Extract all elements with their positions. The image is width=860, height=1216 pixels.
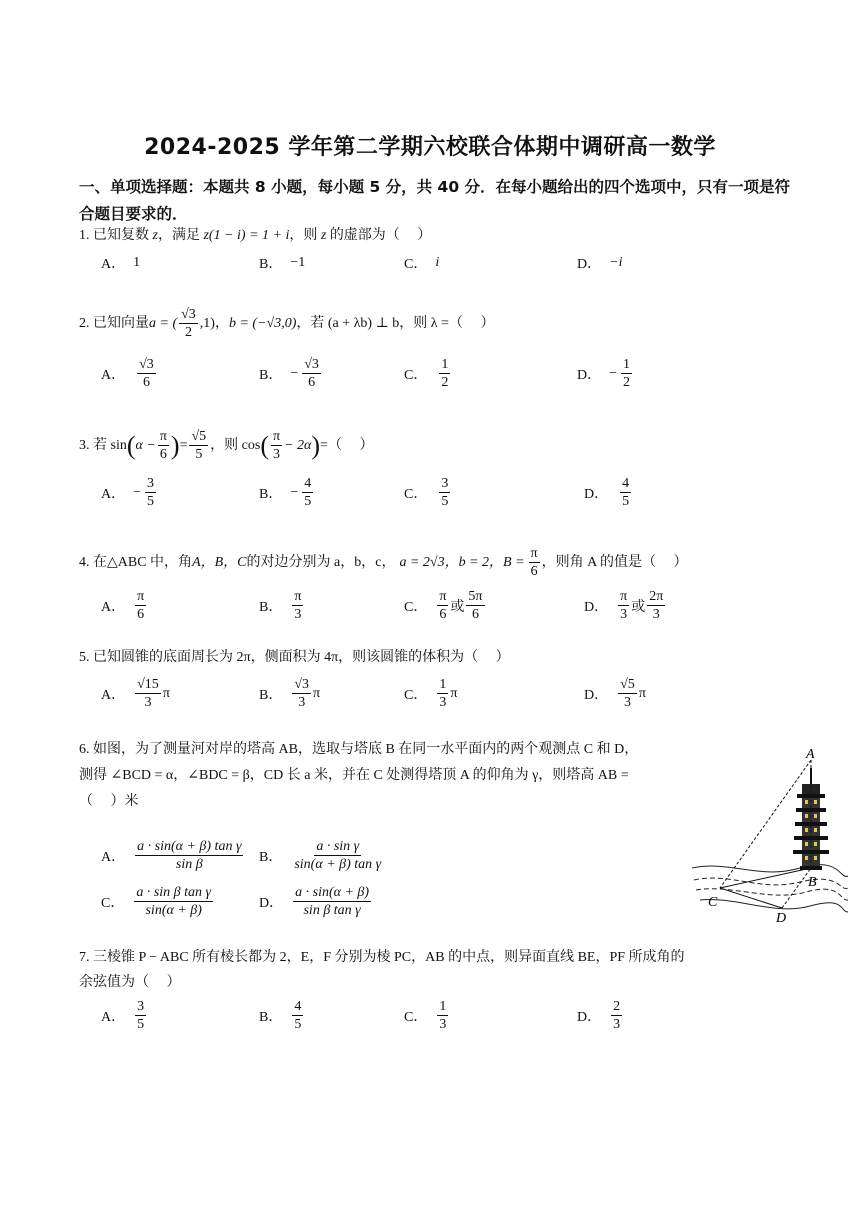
q6-options-block — [0, 838, 690, 928]
option-label: B． — [259, 367, 283, 383]
option-fraction — [293, 884, 371, 919]
fraction-denominator: 6 — [142, 375, 150, 390]
fraction-numerator: √5 — [191, 429, 207, 444]
fraction-denominator: 2 — [441, 375, 449, 390]
option-b[interactable] — [259, 838, 385, 873]
option-label: C． — [101, 895, 125, 911]
fraction-denominator: 6 — [439, 607, 447, 622]
q1-equation: z(1 − i) = 1 + i — [203, 228, 290, 243]
fraction-numerator: 3 — [137, 999, 145, 1014]
point-label-a: A — [806, 747, 815, 762]
option-fraction — [618, 588, 629, 623]
option-d[interactable] — [577, 998, 624, 1033]
option-fraction — [137, 356, 156, 391]
option-a[interactable] — [101, 251, 140, 275]
fraction-denominator: 3 — [273, 447, 281, 462]
q2-vector-a: a = ( — [149, 315, 178, 331]
fraction-numerator: √5 — [620, 677, 635, 692]
fraction-numerator: 4 — [304, 476, 312, 491]
question-4-stem — [79, 545, 687, 580]
question-6-line-1: 6. 如图，为了测量河对岸的塔高 AB，选取与塔底 B 在同一水平面内的两个观测点 C 和 D， — [79, 742, 639, 757]
q5-options-line — [0, 676, 860, 716]
option-fraction — [292, 588, 303, 623]
q3-text-a: 3. 若 sin — [79, 437, 127, 453]
fraction-denominator: 2 — [623, 375, 631, 390]
option-label: D． — [259, 895, 284, 911]
pi-symbol: π — [450, 685, 458, 701]
question-6-line-3: （ ）米 — [79, 794, 139, 809]
fraction-denominator: 3 — [623, 695, 631, 710]
option-a[interactable] — [101, 475, 158, 510]
option-a[interactable] — [101, 588, 148, 623]
fraction-numerator: √3 — [181, 307, 196, 322]
open-paren: ( — [126, 430, 136, 460]
option-label: B． — [259, 486, 283, 502]
fraction-numerator: 3 — [147, 476, 155, 491]
q4-angles: A，B，C — [192, 554, 247, 570]
question-2-stem — [79, 306, 494, 341]
option-label: A． — [101, 599, 126, 615]
q1-z: z — [152, 228, 158, 243]
option-d[interactable] — [584, 676, 646, 711]
q3-pi-over-6 — [158, 428, 169, 463]
option-c[interactable] — [404, 588, 487, 623]
q3-equals: = — [179, 437, 188, 453]
fraction-denominator: 6 — [530, 564, 538, 579]
option-value: −i — [609, 255, 623, 270]
pagoda-tower — [793, 768, 829, 870]
pi-symbol: π — [638, 685, 646, 701]
tower-river-figure — [690, 740, 850, 930]
option-fraction — [145, 475, 156, 510]
fraction-numerator: 5π — [468, 589, 483, 604]
option-label: B． — [259, 687, 283, 703]
fraction-numerator: a · sin(α + β) tan γ — [137, 839, 242, 854]
option-fraction — [437, 998, 448, 1033]
fraction-denominator: sin β — [175, 857, 203, 872]
question-7-line-2: 余弦值为（ ） — [79, 975, 181, 990]
fraction-numerator: √15 — [137, 677, 159, 692]
q2-separator: ， — [214, 315, 229, 331]
option-d[interactable] — [259, 884, 373, 919]
q3-options-line — [0, 475, 860, 515]
river-bank-line — [692, 865, 848, 877]
option-value: 1 — [133, 255, 141, 270]
question-3-stem — [79, 428, 373, 463]
q4-text-c: ，则角 A 的值是（ ） — [541, 554, 688, 570]
q2-vector-a-end: ,1) — [199, 315, 215, 331]
fraction-denominator: 5 — [195, 447, 203, 462]
question-7-line-1: 7. 三棱锥 P − ABC 所有棱长都为 2，E，F 分别为棱 PC，AB 的中点，则异面直线 BE，PF 所成角的 — [79, 950, 685, 965]
option-d[interactable] — [584, 588, 667, 623]
pi-symbol: π — [313, 685, 321, 701]
option-c[interactable] — [101, 884, 215, 919]
option-c[interactable] — [404, 251, 439, 275]
option-b[interactable] — [259, 676, 320, 711]
option-fraction — [135, 998, 146, 1033]
fraction-numerator: π — [137, 589, 145, 604]
line-DB — [782, 868, 811, 908]
fraction-denominator: 5 — [441, 494, 449, 509]
option-label: C． — [404, 599, 428, 615]
option-label: B． — [259, 599, 283, 615]
point-label-c: C — [708, 895, 718, 910]
option-label: B． — [259, 257, 283, 272]
fraction-numerator: a · sin γ — [316, 839, 360, 854]
option-fraction — [611, 998, 622, 1033]
option-label: C． — [404, 257, 428, 272]
fraction-denominator: 2 — [184, 325, 192, 340]
fraction-numerator: 1 — [439, 999, 447, 1014]
option-label: A． — [101, 257, 126, 272]
question-1-stem — [79, 224, 431, 248]
q3-pi-over-3 — [271, 428, 282, 463]
fraction-denominator: 3 — [439, 1017, 447, 1032]
q3-rhs — [189, 428, 208, 463]
pi-symbol: π — [162, 685, 170, 701]
option-b[interactable] — [259, 998, 305, 1033]
q1-text-a: 1. 已知复数 — [79, 228, 153, 243]
fraction-denominator: 3 — [294, 607, 302, 622]
question-5-stem: 5. 已知圆锥的底面周长为 2π，侧面积为 4π，则该圆锥的体积为（ ） — [79, 650, 510, 665]
q2-vector-b: b = (−√3,0) — [228, 315, 297, 331]
option-fraction — [437, 676, 448, 711]
option-label: A． — [101, 1009, 126, 1025]
option-c[interactable] — [404, 475, 452, 510]
q2-options-line — [0, 356, 860, 396]
fraction-denominator: 3 — [439, 695, 447, 710]
option-a[interactable] — [101, 998, 148, 1033]
option-b[interactable] — [259, 251, 305, 275]
fraction-denominator: 5 — [147, 494, 155, 509]
fraction-denominator: sin(α + β) tan γ — [294, 857, 382, 872]
page-title: 2024-2025 学年第二学期六校联合体期中调研高一数学 — [144, 135, 716, 160]
q3-text-c: =（ ） — [320, 437, 374, 453]
fraction-numerator: 1 — [441, 357, 449, 372]
fraction-denominator: 6 — [159, 447, 167, 462]
fraction-denominator: 3 — [298, 695, 306, 710]
option-fraction — [292, 676, 311, 711]
option-c[interactable] — [404, 676, 457, 711]
fraction-denominator: 5 — [304, 494, 312, 509]
option-d[interactable] — [584, 475, 633, 510]
fraction-numerator: √3 — [294, 677, 310, 692]
option-fraction — [439, 356, 450, 391]
option-a[interactable] — [101, 356, 158, 391]
section-heading: 一、单项选择题：本题共 8 小题，每小题 5 分，共 40 分．在每小题给出的四个选项中，只有一项是符合题目要求的． — [79, 178, 791, 223]
line-CB — [720, 868, 811, 888]
option-label: C． — [404, 486, 428, 502]
or-word: 或 — [631, 599, 646, 615]
option-fraction — [302, 475, 313, 510]
river-dashed-line-2 — [696, 889, 848, 900]
q2-fraction — [179, 306, 198, 341]
option-fraction-2 — [466, 588, 484, 623]
option-fraction — [620, 475, 631, 510]
fraction-denominator: 5 — [137, 1017, 145, 1032]
q1-text-c: ，则 — [289, 228, 321, 243]
option-fraction — [302, 356, 321, 391]
option-sign: − — [133, 484, 142, 500]
option-fraction — [621, 356, 632, 391]
option-label: A． — [101, 486, 126, 502]
fraction-numerator: π — [159, 429, 167, 444]
river-dashed-line — [694, 878, 848, 888]
option-sign: − — [290, 365, 299, 381]
fraction-numerator: π — [294, 589, 302, 604]
fraction-numerator: a · sin β tan γ — [136, 885, 212, 900]
option-b[interactable] — [259, 356, 323, 391]
fraction-denominator: 3 — [620, 607, 628, 622]
option-c[interactable] — [404, 356, 452, 391]
option-fraction — [134, 884, 213, 919]
option-fraction — [437, 588, 448, 623]
option-label: A． — [101, 687, 126, 703]
fraction-numerator: π — [439, 589, 447, 604]
fraction-denominator: 6 — [471, 607, 479, 622]
fraction-denominator: sin(α + β) — [145, 903, 202, 918]
q4-a-value: a = 2√3 — [399, 554, 445, 570]
fraction-numerator: 2 — [613, 999, 621, 1014]
q4-B-fraction — [529, 545, 540, 580]
option-value: i — [435, 255, 440, 270]
option-a[interactable] — [101, 676, 170, 711]
option-b[interactable] — [259, 475, 315, 510]
q1-z2: z — [320, 228, 327, 243]
fraction-denominator: 3 — [144, 695, 152, 710]
option-d[interactable] — [577, 356, 634, 391]
fraction-denominator: sin β tan γ — [303, 903, 361, 918]
close-paren: ) — [311, 430, 321, 460]
option-label: D． — [577, 1009, 602, 1025]
option-b[interactable] — [259, 588, 305, 623]
fraction-numerator: √3 — [304, 357, 319, 372]
fraction-denominator: 5 — [622, 494, 630, 509]
fraction-numerator: 1 — [439, 677, 447, 692]
q1-text-d: 的虚部为（ ） — [326, 228, 432, 243]
option-label: A． — [101, 849, 126, 865]
close-paren: ) — [170, 430, 180, 460]
option-label: B． — [259, 849, 283, 865]
option-label: D． — [584, 687, 609, 703]
option-fraction — [135, 838, 243, 873]
point-label-d: D — [776, 911, 787, 926]
option-c[interactable] — [404, 998, 450, 1033]
question-6-line-2: 测得 ∠BCD = α，∠BDC = β，CD 长 a 米，并在 C 处测得塔顶 A 的仰角为 γ，则塔高 AB = — [79, 768, 629, 783]
option-sign: − — [290, 484, 299, 500]
option-fraction — [292, 998, 303, 1033]
q1-options-line — [0, 251, 860, 275]
fraction-denominator: 3 — [613, 1017, 621, 1032]
q3-arg2: − 2α — [284, 437, 312, 453]
fraction-denominator: 3 — [652, 607, 660, 622]
option-label: D． — [584, 599, 609, 615]
option-label: C． — [404, 1009, 428, 1025]
or-word: 或 — [450, 599, 465, 615]
fraction-numerator: π — [620, 589, 628, 604]
option-fraction — [618, 676, 637, 711]
option-label: A． — [101, 367, 126, 383]
option-label: C． — [404, 367, 428, 383]
option-fraction — [439, 475, 450, 510]
q3-arg1: α − — [135, 437, 156, 453]
q4-B-label: B = — [503, 554, 525, 570]
option-label: D． — [584, 486, 609, 502]
fraction-numerator: π — [273, 429, 281, 444]
q3-text-b: ，则 cos — [210, 437, 261, 453]
q4-options-line — [0, 588, 860, 628]
fraction-numerator: 4 — [622, 476, 630, 491]
q2-text-a: 2. 已知向量 — [79, 315, 149, 331]
fraction-denominator: 5 — [294, 1017, 302, 1032]
open-paren: ( — [260, 430, 269, 460]
q4-text-a: 4. 在△ABC 中，角 — [79, 554, 193, 570]
option-fraction — [135, 676, 161, 711]
option-d[interactable] — [577, 251, 622, 275]
fraction-numerator: 4 — [294, 999, 302, 1014]
option-fraction — [135, 588, 146, 623]
option-label: D． — [577, 257, 602, 272]
point-label-b: B — [808, 875, 817, 890]
option-sign: − — [609, 365, 618, 381]
fraction-denominator: 6 — [308, 375, 316, 390]
option-fraction-2 — [647, 588, 665, 623]
q1-text-b: ，满足 — [157, 228, 204, 243]
fraction-denominator: 6 — [137, 607, 145, 622]
option-label: B． — [259, 1009, 283, 1025]
fraction-numerator: 3 — [441, 476, 449, 491]
fraction-numerator: π — [530, 546, 538, 561]
option-value: −1 — [290, 255, 306, 270]
option-label: C． — [404, 687, 428, 703]
option-label: D． — [577, 367, 602, 383]
option-fraction — [292, 838, 383, 873]
q4-text-b: 的对边分别为 a，b，c， — [246, 554, 396, 570]
fraction-numerator: √3 — [139, 357, 154, 372]
fraction-numerator: a · sin(α + β) — [295, 885, 370, 900]
fraction-numerator: 1 — [623, 357, 631, 372]
q4-b-value: ，b = 2， — [444, 554, 504, 570]
fraction-numerator: 2π — [649, 589, 664, 604]
option-a[interactable] — [101, 838, 245, 873]
q2-condition: ，若 (a + λb) ⊥ b，则 λ =（ ） — [296, 315, 495, 331]
q7-options-line — [0, 998, 860, 1038]
